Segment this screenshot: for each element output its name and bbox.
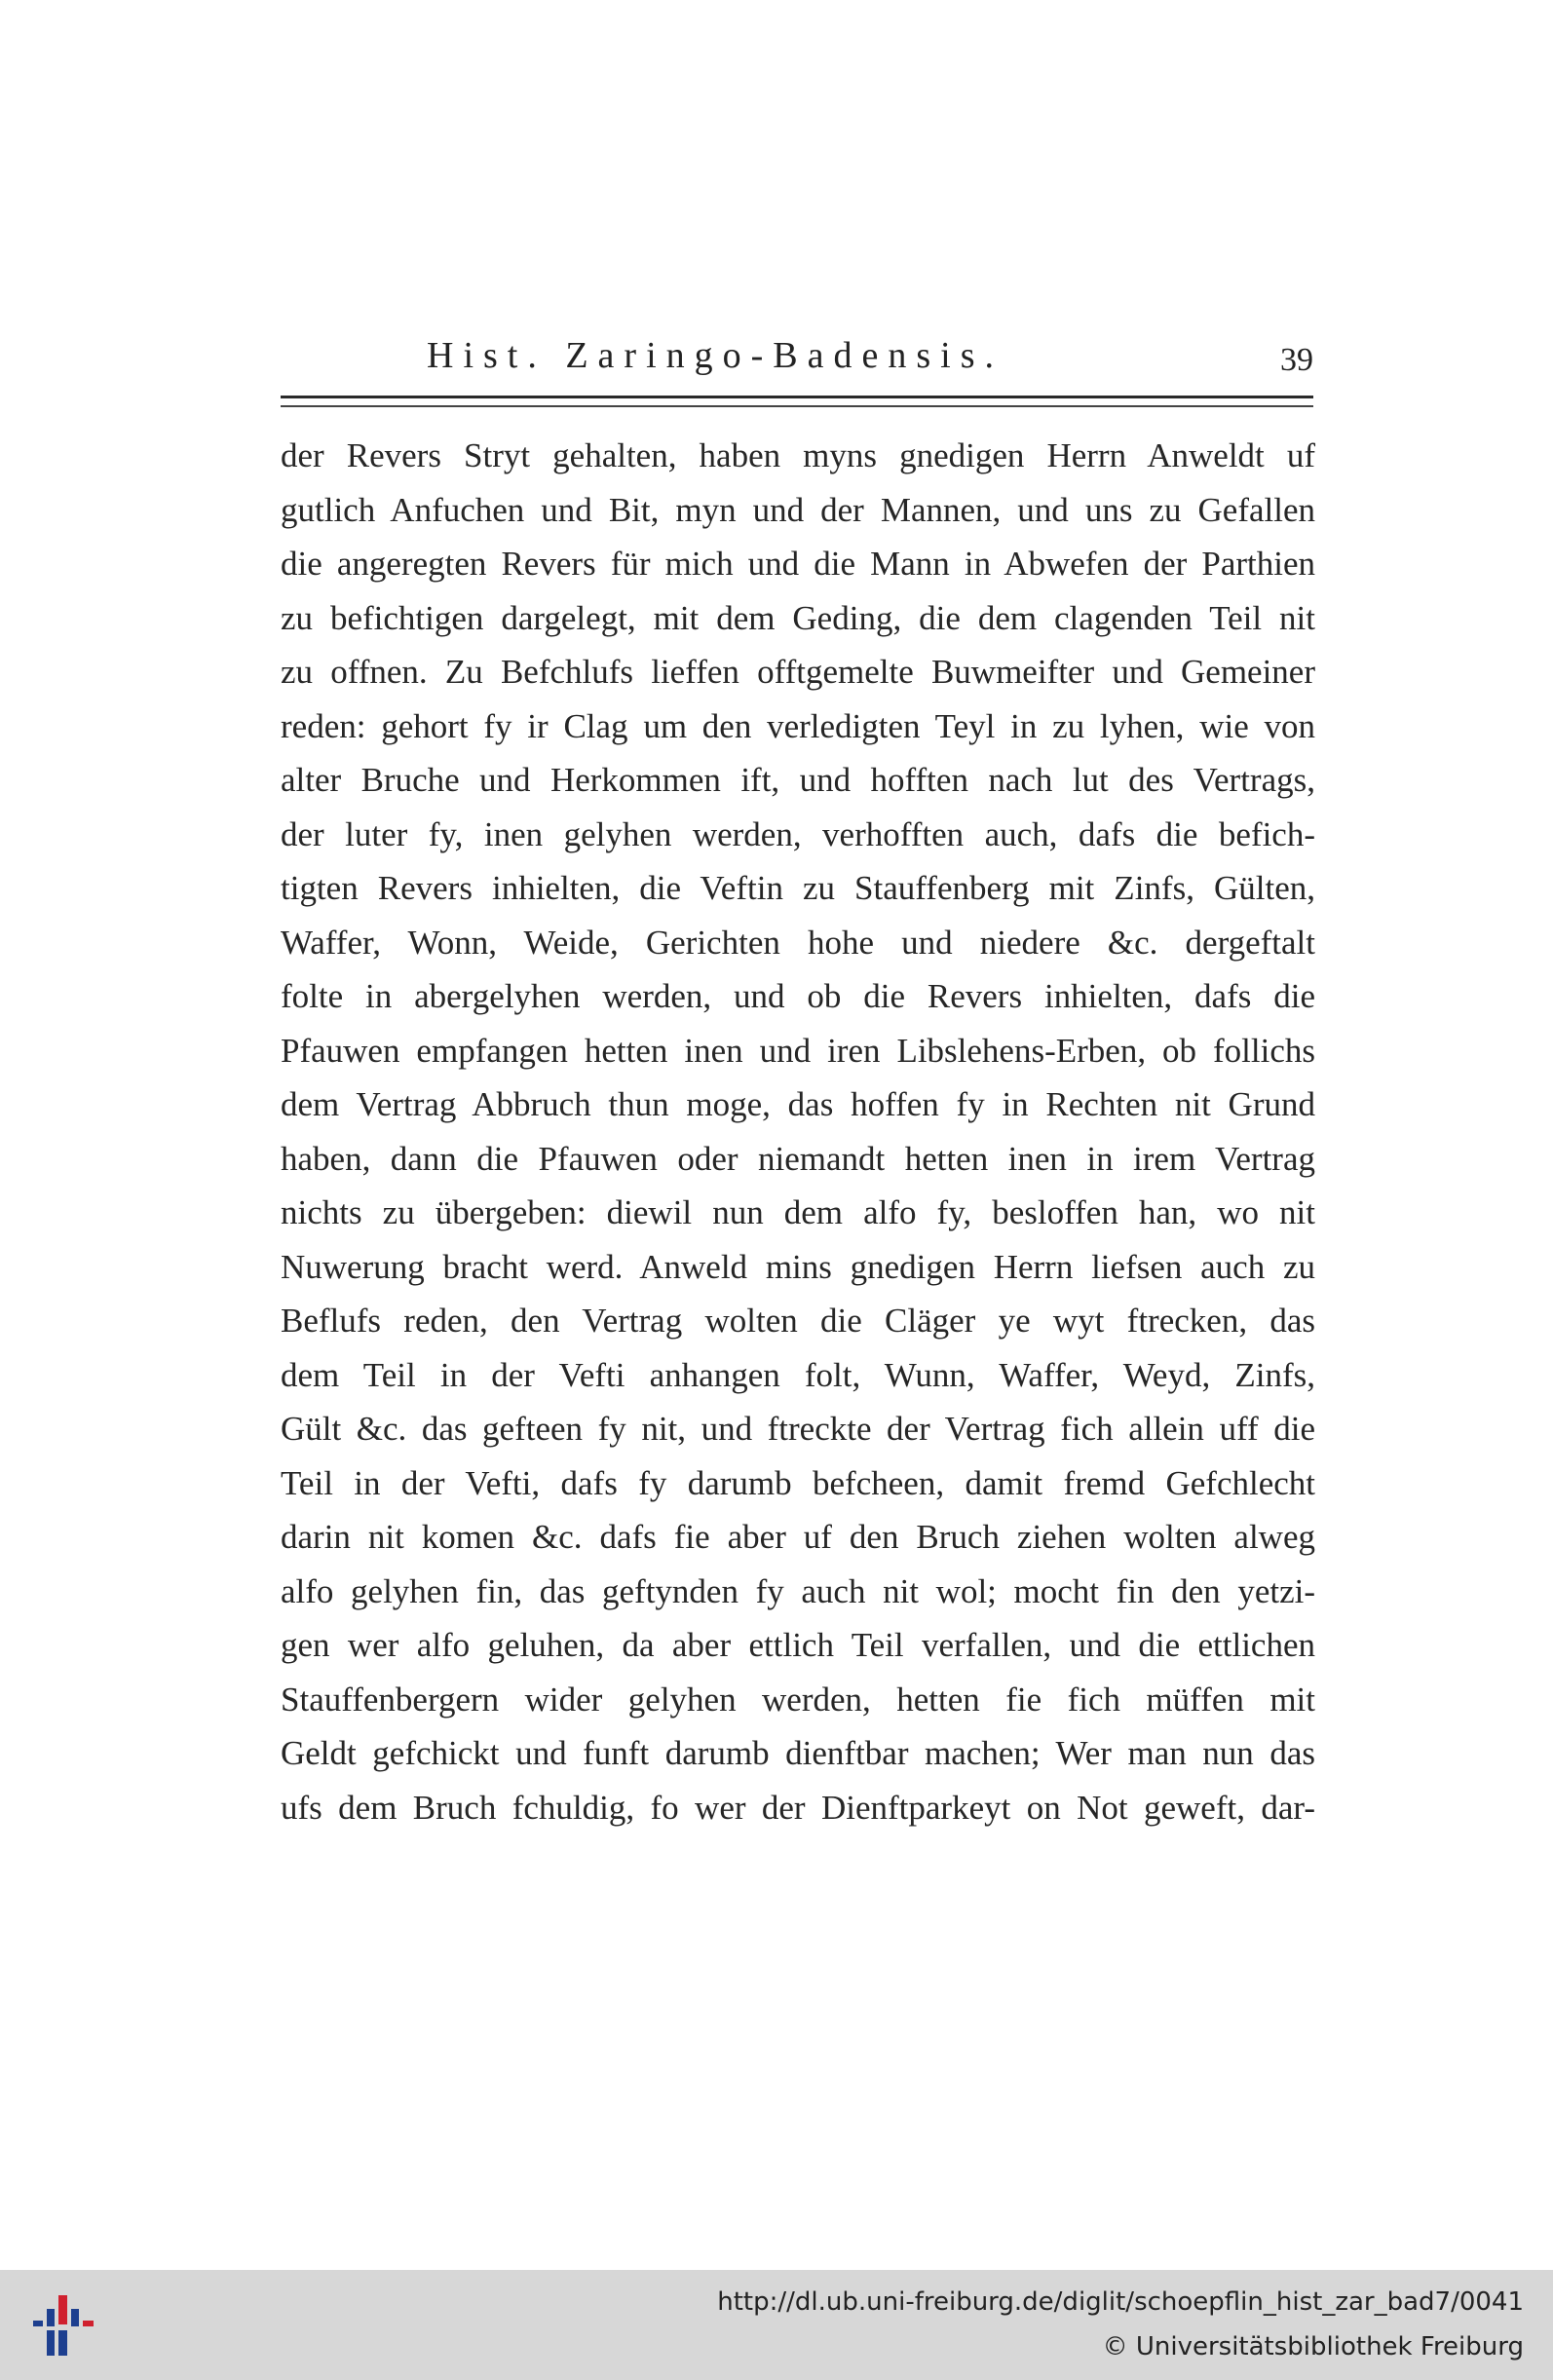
text-line: reden: gehort fy ir Clag um den verledigten Teyl in zu lyhen, wie von	[281, 706, 1315, 745]
text-line: die angeregten Revers für mich und die Mann in Abwefen der Parthien	[281, 545, 1315, 583]
text-line: Pfauwen empfangen hetten inen und iren Libslehens-Erben, ob follichs	[281, 1031, 1315, 1070]
text-line: dem Vertrag Abbruch thun moge, das hoffen fy in Rechten nit Grund	[281, 1085, 1315, 1123]
viewer-footer	[0, 2270, 1553, 2380]
text-line: zu befichtigen dargelegt, mit dem Geding, die dem clagenden Teil nit	[281, 598, 1315, 637]
text-line: Waffer, Wonn, Weide, Gerichten hohe und niedere &c. dergeftalt	[281, 923, 1315, 962]
text-line: Beflufs reden, den Vertrag wolten die Cläger ye wyt ftrecken, das	[281, 1302, 1315, 1340]
page-number: 39	[1280, 342, 1313, 378]
body-text	[281, 429, 1315, 1834]
text-line: tigten Revers inhielten, die Veftin zu Stauffenberg mit Zinfs, Gülten,	[281, 869, 1315, 907]
header-rule-top	[281, 396, 1313, 398]
text-line: dem Teil in der Vefti anhangen folt, Wunn, Waffer, Weyd, Zinfs,	[281, 1355, 1315, 1394]
text-line: Teil in der Vefti, dafs fy darumb befcheen, damit fremd Gefchlecht	[281, 1463, 1315, 1502]
text-line: gutlich Anfuchen und Bit, myn und der Mannen, und uns zu Gefallen	[281, 490, 1315, 529]
ub-freiburg-logo-icon	[29, 2291, 97, 2360]
text-line: haben, dann die Pfauwen oder niemandt hetten inen in irem Vertrag	[281, 1139, 1315, 1178]
text-line: Nuwerung bracht werd. Anweld mins gnedigen Herrn liefsen auch zu	[281, 1247, 1315, 1286]
copyright-notice: © Universitätsbibliothek Freiburg	[1102, 2332, 1524, 2361]
text-line: nichts zu übergeben: diewil nun dem alfo fy, besloffen han, wo nit	[281, 1193, 1315, 1231]
text-line: Gült &c. das gefteen fy nit, und ftreckte der Vertrag fich allein uff die	[281, 1410, 1315, 1448]
text-line: Stauffenbergern wider gelyhen werden, hetten fie fich müffen mit	[281, 1680, 1315, 1719]
text-line: ufs dem Bruch fchuldig, fo wer der Dienftparkeyt on Not geweft, dar-	[281, 1788, 1315, 1827]
text-line: darin nit komen &c. dafs fie aber uf den Bruch ziehen wolten alweg	[281, 1518, 1315, 1556]
text-line: folte in abergelyhen werden, und ob die Revers inhielten, dafs die	[281, 977, 1315, 1015]
text-line: Geldt gefchickt und funft darumb dienftbar machen; Wer man nun das	[281, 1734, 1315, 1772]
source-url-link[interactable]: http://dl.ub.uni-freiburg.de/diglit/schoepflin_hist_zar_bad7/0041	[717, 2287, 1524, 2317]
header-rule-bottom	[281, 405, 1313, 407]
text-line: alter Bruche und Herkommen ift, und hofften nach lut des Vertrags,	[281, 761, 1315, 799]
running-title: Hist. Zaringo-Badensis.	[427, 335, 1004, 376]
text-line: gen wer alfo geluhen, da aber ettlich Teil verfallen, und die ettlichen	[281, 1626, 1315, 1664]
running-head	[281, 324, 1313, 383]
text-line: alfo gelyhen fin, das geftynden fy auch nit wol; mocht fin den yetzi-	[281, 1571, 1315, 1610]
text-line: der Revers Stryt gehalten, haben myns gnedigen Herrn Anweldt uf	[281, 436, 1315, 474]
text-line: der luter fy, inen gelyhen werden, verhofften auch, dafs die befich-	[281, 814, 1315, 853]
text-line: zu offnen. Zu Befchlufs lieffen offtgemelte Buwmeifter und Gemeiner	[281, 653, 1315, 691]
